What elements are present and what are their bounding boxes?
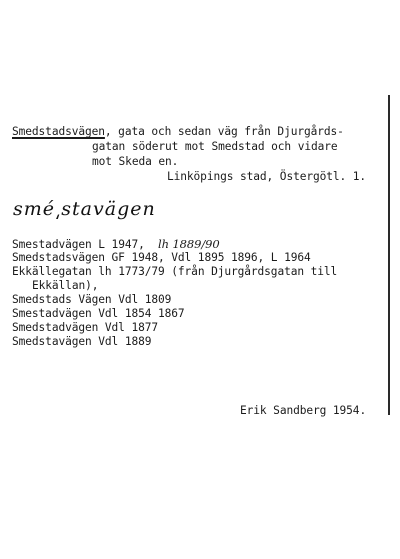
entry-name: Smedstads Vägen xyxy=(12,293,112,306)
definition-line-3: mot Skeda en. xyxy=(92,155,179,168)
entry-source: lh 1773/79 (från Djurgårdsgatan till xyxy=(98,265,338,278)
entry-source: Vdl 1889 xyxy=(98,335,152,348)
entry-row-continuation xyxy=(32,279,98,293)
entry-row xyxy=(12,321,158,335)
place-line: Linköpings stad, Östergötl. 1. xyxy=(167,170,367,183)
entry-source: GF 1948, Vdl 1895 1896, L 1964 xyxy=(111,251,311,264)
entry-row xyxy=(12,335,151,349)
definition-line-1 xyxy=(12,125,344,139)
entry-name: Smedstavägen xyxy=(12,335,92,348)
headword: Smedstadsvägen xyxy=(12,125,105,138)
signature: Erik Sandberg 1954. xyxy=(240,404,367,417)
entry-name: Smedstadsvägen xyxy=(12,251,105,264)
entry-name: Smedstadvägen xyxy=(12,321,99,334)
entry-row xyxy=(12,265,337,279)
entry-name: Ekkällegatan xyxy=(12,265,92,278)
entry-row xyxy=(12,307,185,321)
entry-source: Vdl 1877 xyxy=(104,321,158,334)
entry-extra: lh 1889/90 xyxy=(158,237,220,251)
card-right-edge xyxy=(388,95,390,415)
definition-line-2: gatan söderut mot Smedstad och vidare xyxy=(92,140,338,153)
entry-row xyxy=(12,293,171,307)
entry-source: Vdl 1854 1867 xyxy=(98,307,185,320)
definition-line-1-rest: , gata och sedan väg från Djurgårds- xyxy=(104,125,344,138)
entry-source: L 1947, xyxy=(98,238,145,251)
entry-row xyxy=(12,251,311,265)
entry-name: Smestadvägen xyxy=(12,307,92,320)
entry-name: Smestadvägen xyxy=(12,238,92,251)
entry-source: Vdl 1809 xyxy=(118,293,172,306)
entry-row xyxy=(12,237,220,252)
handwritten-pronunciation: smé͵stavägen xyxy=(13,198,156,220)
entry-source: Ekkällan), xyxy=(32,279,99,292)
